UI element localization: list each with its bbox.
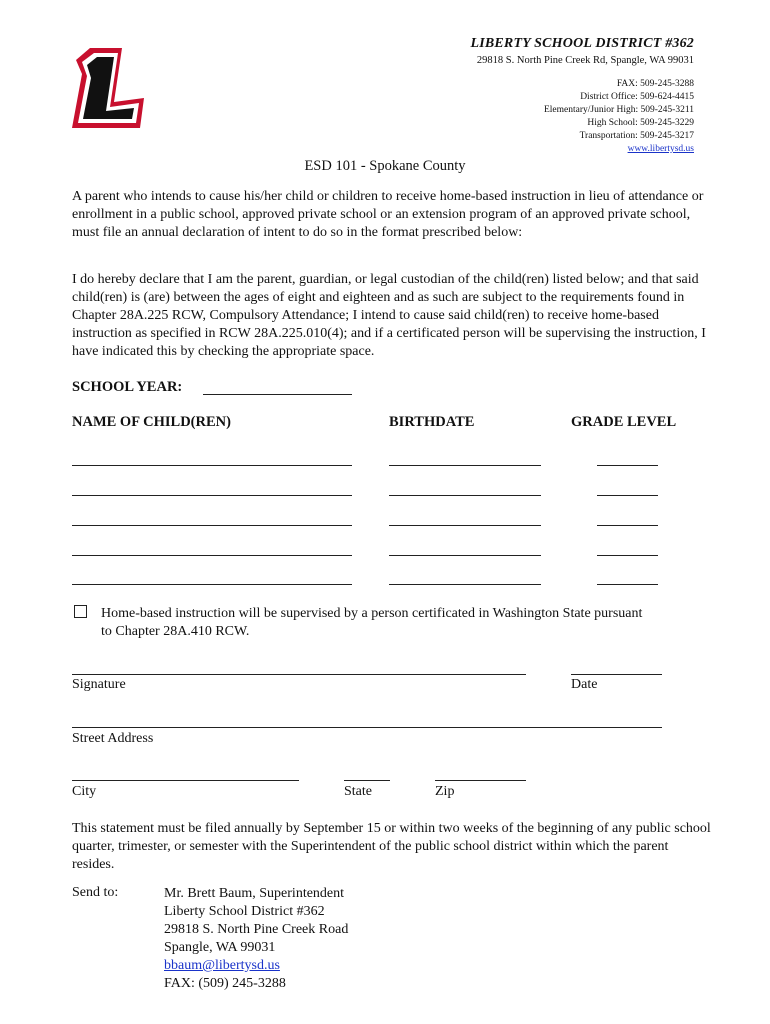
city-state-line: Spangle, WA 99031 [164,940,276,955]
email-link[interactable]: bbaum@libertysd.us [164,958,280,973]
zip-input[interactable] [435,780,526,781]
child-name-input[interactable] [72,465,352,466]
birthdate-input[interactable] [389,495,541,496]
child-name-input[interactable] [72,584,352,585]
certificated-text [101,605,721,641]
fax-line: FAX: (509) 245-3288 [164,976,286,991]
grade-input[interactable] [597,584,658,585]
header-birthdate: BIRTHDATE [389,414,475,430]
header-grade: GRADE LEVEL [571,414,677,430]
filing-note: This statement must be filed annually by September 15 or within two weeks of the beginning of any public school quarter, trimester, or semester with the Superintendent of the public school district within which the parent resides. [72,821,711,872]
birthdate-input[interactable] [389,555,541,556]
declaration-paragraph: I do hereby declare that I am the parent, guardian, or legal custodian of the child(ren) listed below; and that said child(ren) is (are) between the ages of eight and eighteen and as such are subject to the requirements found in Chapter 28A.225 RCW, Compulsory Attendance; I intend to cause said child(ren) to receive home-based instruction as specified in RCW 28A.225.010(4); and if a certificated person will be supervising the instruction, I have indicated this by checking the appropriate space. [72,272,706,359]
school-year-input[interactable] [203,394,352,395]
superintendent-name: Mr. Brett Baum, Superintendent [164,886,345,901]
district-org: Liberty School District #362 [164,904,325,919]
certificated-checkbox[interactable] [74,605,87,618]
grade-input[interactable] [597,465,658,466]
certificated-line-1: Home-based instruction will be supervised by a person certificated in Washington State pursuant [101,606,643,621]
contact-elementary: Elementary/Junior High: 509-245-3211 [543,105,694,115]
school-year-label: SCHOOL YEAR: [72,379,183,395]
signature-label: Signature [72,677,126,692]
contact-fax: FAX: 509-245-3288 [616,79,694,89]
website-link[interactable]: www.libertysd.us [627,144,694,154]
city-label: City [72,784,97,799]
grade-input[interactable] [597,525,658,526]
contact-district-office: District Office: 509-624-4415 [580,92,694,102]
birthdate-input[interactable] [389,525,541,526]
birthdate-input[interactable] [389,584,541,585]
district-address: 29818 S. North Pine Creek Rd, Spangle, WA 99031 [476,55,694,66]
contact-high-school: High School: 509-245-3229 [587,118,694,128]
grade-input[interactable] [597,555,658,556]
logo-l-icon [68,46,148,130]
street-address-label: Street Address [72,731,154,746]
send-to-label: Send to: [72,885,119,900]
child-name-input[interactable] [72,495,352,496]
contact-list [544,78,694,156]
street-line: 29818 S. North Pine Creek Road [164,922,349,937]
grade-input[interactable] [597,495,658,496]
state-input[interactable] [344,780,390,781]
child-name-input[interactable] [72,555,352,556]
birthdate-input[interactable] [389,465,541,466]
date-label: Date [571,677,598,692]
district-logo [68,46,148,130]
header-name: NAME OF CHILD(REN) [72,414,231,430]
city-input[interactable] [72,780,299,781]
street-address-input[interactable] [72,727,662,728]
state-label: State [344,784,372,799]
signature-input[interactable] [72,674,526,675]
intro-paragraph: A parent who intends to cause his/her child or children to receive home-based instruction in lieu of attendance or enrollment in a public school, approved private school or an extension program of an approved private school, must file an annual declaration of intent to do so in the format prescribed below: [72,189,704,240]
date-input[interactable] [571,674,662,675]
child-name-input[interactable] [72,525,352,526]
send-to-address [164,885,348,993]
certificated-line-2: to Chapter 28A.410 RCW. [101,624,250,639]
esd-title: ESD 101 - Spokane County [304,158,466,174]
contact-transportation: Transportation: 509-245-3217 [579,131,694,141]
district-name: LIBERTY SCHOOL DISTRICT #362 [470,36,694,51]
zip-label: Zip [435,784,455,799]
